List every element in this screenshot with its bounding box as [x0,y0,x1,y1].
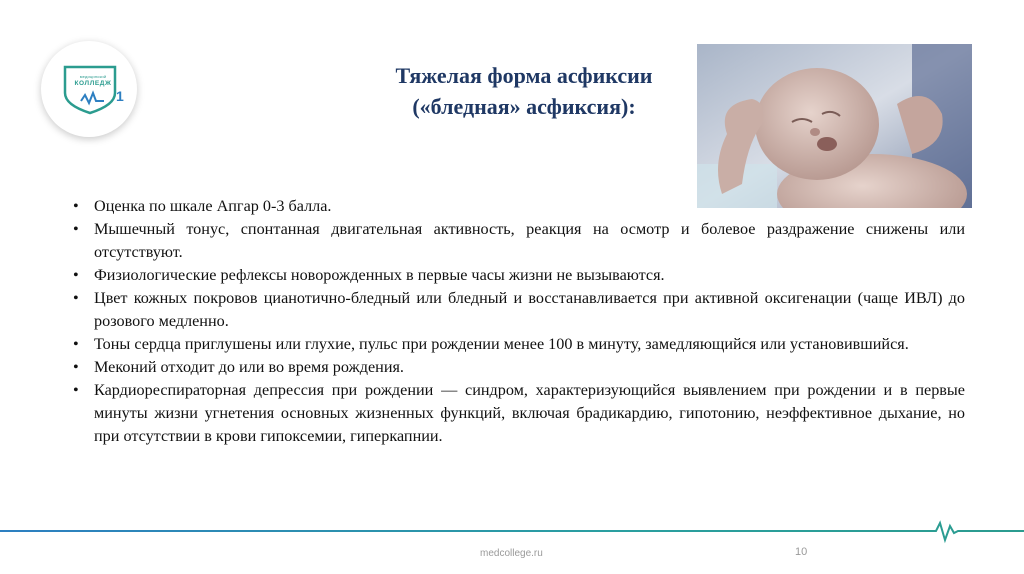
slide-title-line1: Тяжелая форма асфиксии [395,63,653,88]
bullet-marker: • [73,197,79,215]
list-item [73,195,965,218]
footer-pulse-line [0,520,1024,544]
bullet-marker: • [73,289,79,307]
list-item-text: Физиологические рефлексы новорожденных в первые часы жизни не вызываются. [94,266,665,284]
college-logo [41,41,137,137]
newborn-photo [697,44,972,208]
page-number: 10 [795,546,808,558]
heart-shield-icon [61,63,119,115]
list-item-text: Меконий отходит до или во время рождения. [94,358,404,376]
list-item [73,287,965,333]
logo-number: 1 [116,88,124,104]
bullet-marker: • [73,220,79,238]
slide-title [300,60,748,122]
bullet-marker: • [73,266,79,284]
list-item-text: Мышечный тонус, спонтанная двигательная активность, реакция на осмотр и болевое раздражение снижены или отсутствуют. [94,220,965,261]
list-item-text: Оценка по шкале Апгар 0-3 балла. [94,197,332,215]
bullet-marker: • [73,335,79,353]
list-item [73,264,965,287]
list-item [73,218,965,264]
bullet-marker: • [73,381,79,399]
logo-main-text: КОЛЛЕДЖ [74,80,112,87]
slide-title-line2: («бледная» асфиксия): [412,94,636,119]
list-item [73,379,965,448]
logo-top-text: медицинский [79,74,107,79]
bullet-marker: • [73,358,79,376]
list-item-text: Тоны сердца приглушены или глухие, пульс при рождении менее 100 в минуту, замедляющийся или установившийся. [94,335,909,353]
symptom-list [73,195,965,448]
list-item-text: Цвет кожных покровов цианотично-бледный или бледный и восстанавливается при активной оксигенации (чаще ИВЛ) до розового медленно. [94,289,965,330]
list-item-text: Кардиореспираторная депрессия при рождении — синдром, характеризующийся выявлением при рождении и в первые минуты жизни угнетения основных жизненных функций, включая брадикардию, гипотонию, неэффективное дыхание, но при отсутствии в крови гипоксемии, гиперкапнии. [94,381,965,445]
list-item [73,356,965,379]
list-item [73,333,965,356]
footer-url: medcollege.ru [480,548,543,559]
